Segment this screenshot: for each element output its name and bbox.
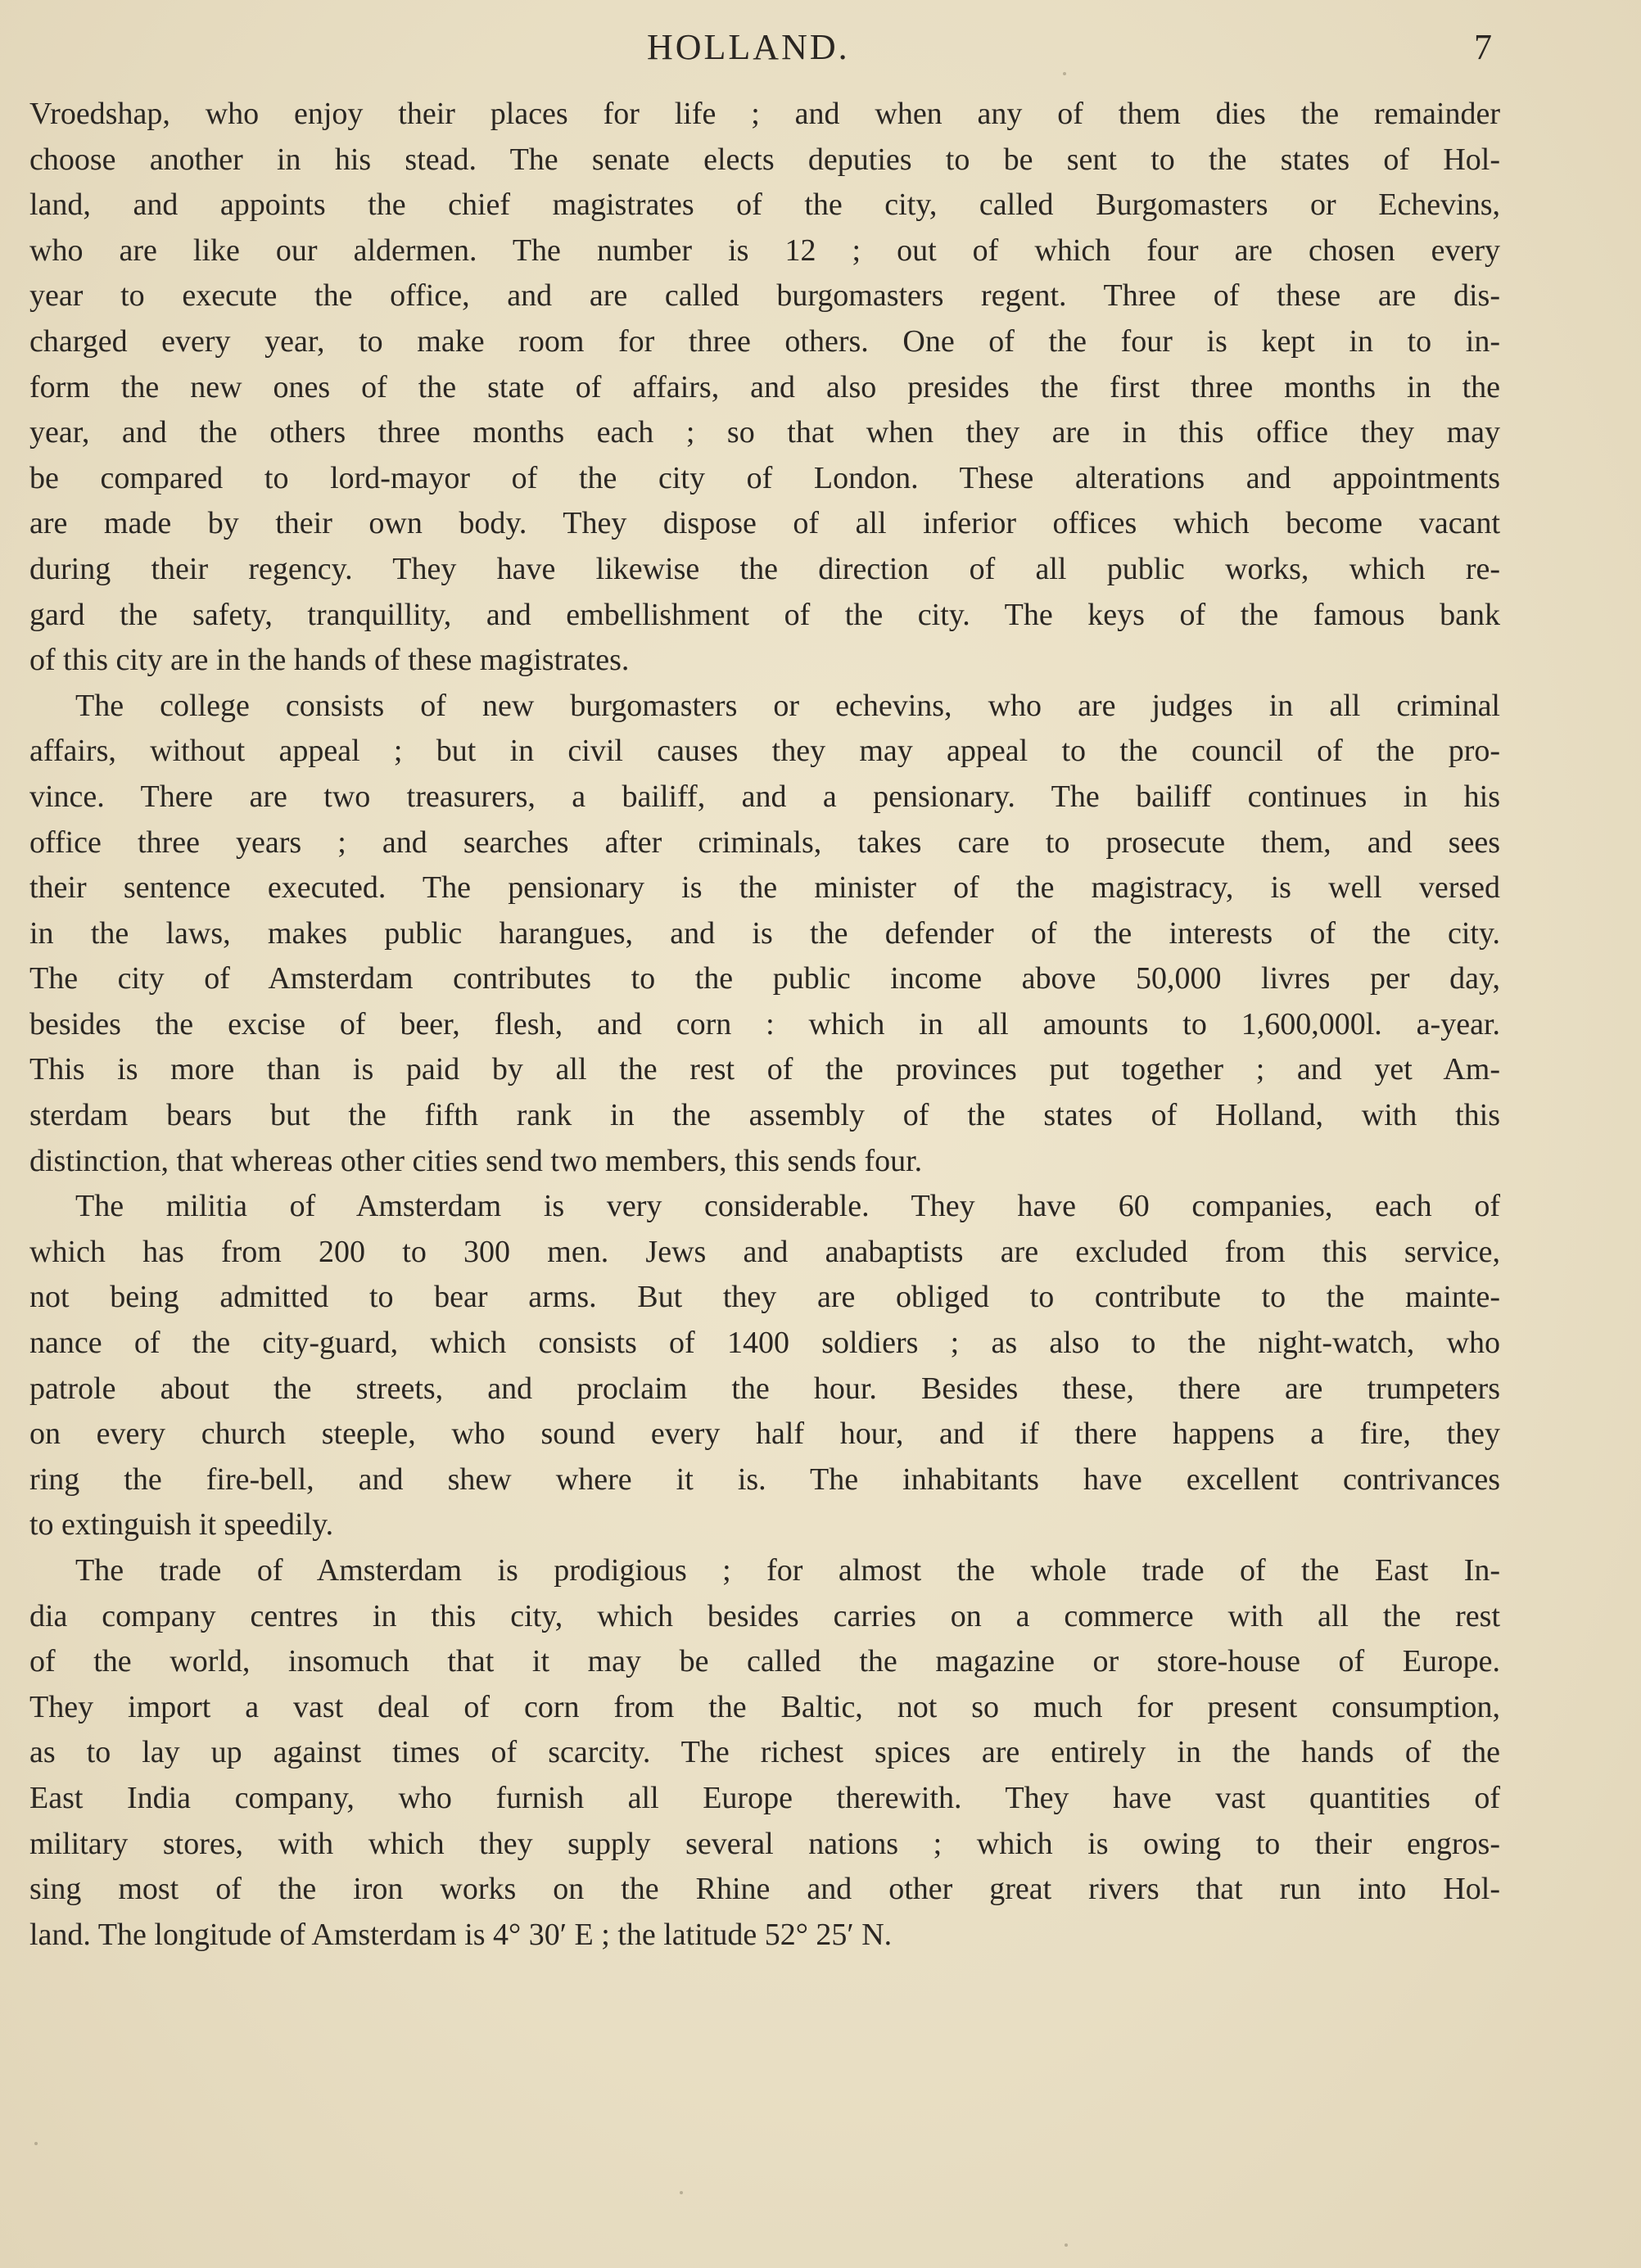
text-line: on every church steeple, who sound every half hour, and if there happens a fire, they — [29, 1416, 1500, 1452]
paragraph-militia — [29, 1184, 1500, 1548]
text-line: vince. There are two treasurers, a bailiff, and a pensionary. The bailiff continues in his — [29, 779, 1500, 814]
text-line: which has from 200 to 300 men. Jews and anabaptists are excluded from this service, — [29, 1234, 1500, 1269]
text-line: choose another in his stead. The senate elects deputies to be sent to the states of Hol- — [29, 142, 1500, 177]
text-line: be compared to lord-mayor of the city of London. These alterations and appointments — [29, 460, 1500, 495]
text-line: year, and the others three months each ; so that when they are in this office they may — [29, 415, 1500, 450]
paper-speck — [1063, 72, 1066, 75]
text-line: during their regency. They have likewise the direction of all public works, which re- — [29, 551, 1500, 586]
text-line: not being admitted to bear arms. But they are obliged to contribute to the mainte- — [29, 1280, 1500, 1315]
text-line: This is more than is paid by all the rest of the provinces put together ; and yet Am- — [29, 1052, 1500, 1087]
text-line: patrole about the streets, and proclaim the hour. Besides these, there are trumpeters — [29, 1371, 1500, 1406]
text-line: The trade of Amsterdam is prodigious ; for almost the whole trade of the East In- — [75, 1553, 1500, 1588]
page-number: 7 — [1474, 27, 1492, 67]
text-line: besides the excise of beer, flesh, and corn : which in all amounts to 1,600,000l. a-year. — [29, 1006, 1500, 1041]
text-line: The city of Amsterdam contributes to the public income above 50,000 livres per day, — [29, 961, 1500, 996]
running-head — [0, 23, 1641, 72]
text-line: in the laws, makes public harangues, and is the defender of the interests of the city. — [29, 915, 1500, 951]
paragraph-college — [29, 684, 1500, 1185]
text-line: sterdam bears but the fifth rank in the assembly of the states of Holland, with this — [29, 1098, 1500, 1133]
paper-speck — [680, 2191, 683, 2194]
text-line: form the new ones of the state of affairs, and also presides the first three months in the — [29, 369, 1500, 404]
text-line: of this city are in the hands of these magistrates. — [29, 643, 630, 678]
text-line: charged every year, to make room for three others. One of the four is kept in to in- — [29, 323, 1500, 359]
text-line: sing most of the iron works on the Rhine and other great rivers that run into Hol- — [29, 1872, 1500, 1907]
text-line: The college consists of new burgomasters or echevins, who are judges in all criminal — [75, 688, 1500, 723]
text-line: military stores, with which they supply several nations ; which is owing to their engros- — [29, 1826, 1500, 1861]
text-line: year to execute the office, and are called burgomasters regent. Three of these are dis- — [29, 278, 1500, 314]
text-line: East India company, who furnish all Europe therewith. They have vast quantities of — [29, 1780, 1500, 1815]
text-line: ring the fire-bell, and shew where it is. The inhabitants have excellent contrivances — [29, 1462, 1500, 1497]
text-line: affairs, without appeal ; but in civil causes they may appeal to the council of the pro- — [29, 734, 1500, 769]
text-line: land. The longitude of Amsterdam is 4° 30′ E ; the latitude 52° 25′ N. — [29, 1917, 893, 1952]
text-line: as to lay up against times of scarcity. The richest spices are entirely in the hands of the — [29, 1735, 1500, 1770]
text-line: They import a vast deal of corn from the Baltic, not so much for present consumption, — [29, 1689, 1500, 1724]
paper-speck — [34, 2142, 38, 2145]
text-line: are made by their own body. They dispose of all inferior offices which become vacant — [29, 506, 1500, 541]
text-line: The militia of Amsterdam is very considerable. They have 60 companies, each of — [75, 1189, 1500, 1224]
running-head-title: HOLLAND. — [647, 27, 850, 67]
paragraph-magistrates — [29, 92, 1500, 684]
text-line: to extinguish it speedily. — [29, 1507, 334, 1543]
text-line: of the world, insomuch that it may be called the magazine or store-house of Europe. — [29, 1644, 1500, 1679]
text-line: land, and appoints the chief magistrates of the city, called Burgomasters or Echevins, — [29, 187, 1500, 223]
body-text — [29, 92, 1500, 1958]
text-line: nance of the city-guard, which consists of 1400 soldiers ; as also to the night-watch, who — [29, 1326, 1500, 1361]
text-line: distinction, that whereas other cities send two members, this sends four. — [29, 1143, 923, 1178]
text-line: their sentence executed. The pensionary is the minister of the magistracy, is well versed — [29, 870, 1500, 906]
paragraph-trade — [29, 1548, 1500, 1958]
text-line: who are like our aldermen. The number is 12 ; out of which four are chosen every — [29, 233, 1500, 268]
text-line: Vroedshap, who enjoy their places for life ; and when any of them dies the remainder — [29, 97, 1500, 131]
text-line: dia company centres in this city, which besides carries on a commerce with all the rest — [29, 1598, 1500, 1633]
text-line: office three years ; and searches after criminals, takes care to prosecute them, and sees — [29, 825, 1500, 860]
paper-speck — [1065, 2243, 1068, 2247]
text-line: gard the safety, tranquillity, and embellishment of the city. The keys of the famous bank — [29, 597, 1500, 632]
